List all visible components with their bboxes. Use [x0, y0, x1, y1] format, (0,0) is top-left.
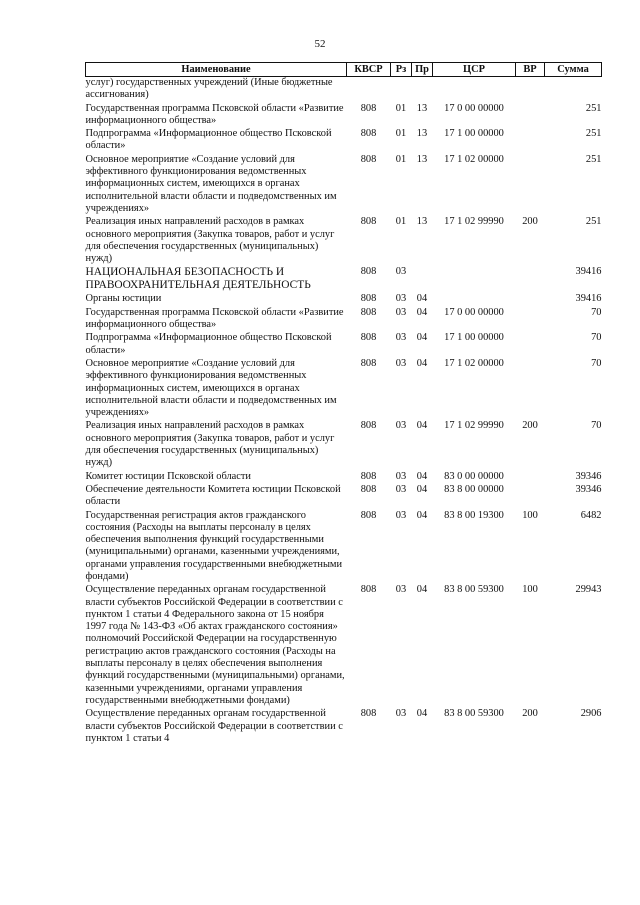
table-row: [86, 216, 602, 266]
cell-csr: 17 0 00 00000: [444, 306, 504, 318]
cell-csr: 17 1 02 99990: [444, 216, 504, 228]
cell-pr: 04: [416, 420, 428, 432]
cell-rz: 03: [395, 266, 407, 278]
cell-name: Государственная регистрация актов гражданского состояния (Расходы на выплаты персоналу в целях обеспечения выполнения функций государственными (муниципальными) органами, казенными учреждениями, органами управления государственными внебюджетными фондами): [85, 509, 343, 582]
table-row: [86, 128, 602, 154]
table-row: [86, 77, 602, 103]
cell-pr: [412, 77, 433, 103]
cell-vr: [516, 307, 545, 333]
cell-vr: 200: [522, 708, 538, 720]
cell-rz: 03: [395, 470, 407, 482]
cell-vr: [516, 471, 545, 484]
table-row: [86, 471, 602, 484]
cell-sum: 70: [591, 357, 602, 369]
cell-pr: 13: [416, 128, 428, 140]
cell-rz: 03: [395, 293, 407, 305]
cell-pr: [412, 266, 433, 293]
cell-pr: 04: [416, 357, 428, 369]
cell-pr: 04: [416, 470, 428, 482]
cell-vr: [516, 128, 545, 154]
cell-csr: 17 1 00 00000: [444, 332, 504, 344]
cell-kvsr: 808: [360, 293, 377, 305]
cell-rz: 03: [395, 306, 407, 318]
cell-kvsr: 808: [360, 420, 377, 432]
cell-rz: 03: [395, 483, 407, 495]
cell-rz: 03: [395, 509, 407, 521]
cell-kvsr: 808: [360, 708, 377, 720]
cell-pr: 04: [416, 332, 428, 344]
cell-kvsr: 808: [360, 266, 377, 278]
cell-csr: 83 8 00 59300: [444, 708, 504, 720]
cell-pr: 04: [416, 509, 428, 521]
cell-sum: 39346: [575, 470, 602, 482]
cell-name: Осуществление переданных органам государственной власти субъектов Российской Федерации в соответствии с пунктом 1 статьи 4: [85, 708, 343, 744]
table-row: [86, 510, 602, 585]
cell-pr: 13: [416, 216, 428, 228]
header-csr: ЦСР: [433, 63, 516, 77]
cell-pr: 04: [416, 483, 428, 495]
cell-name: услуг) государственных учреждений (Иные бюджетные ассигнования): [85, 77, 333, 101]
cell-kvsr: 808: [360, 216, 377, 228]
cell-rz: [391, 77, 412, 103]
cell-sum: [545, 77, 602, 103]
budget-table: [85, 62, 602, 746]
cell-pr: 04: [416, 708, 428, 720]
cell-rz: 01: [395, 128, 407, 140]
cell-sum: 2906: [580, 708, 602, 720]
cell-name: Государственная программа Псковской области «Развитие информационного общества»: [85, 102, 344, 126]
cell-sum: 39416: [575, 293, 602, 305]
cell-kvsr: 808: [360, 584, 377, 596]
cell-vr: 100: [522, 584, 538, 596]
cell-rz: 03: [395, 357, 407, 369]
cell-vr: [516, 266, 545, 293]
cell-name: Комитет юстиции Псковской области: [85, 470, 251, 482]
header-name: Наименование: [86, 63, 347, 77]
table-header: [86, 63, 602, 77]
cell-csr: [433, 266, 516, 293]
cell-pr: 13: [416, 102, 428, 114]
cell-csr: 83 8 00 59300: [444, 584, 504, 596]
cell-kvsr: 808: [360, 470, 377, 482]
cell-csr: [433, 293, 516, 306]
cell-csr: 17 0 00 00000: [444, 102, 504, 114]
cell-kvsr: 808: [360, 483, 377, 495]
cell-csr: 83 8 00 19300: [444, 509, 504, 521]
cell-sum: 29943: [575, 584, 602, 596]
cell-rz: 03: [395, 584, 407, 596]
header-kvsr: КВСР: [347, 63, 391, 77]
cell-name: Осуществление переданных органам государственной власти субъектов Российской Федерации в соответствии с пунктом 1 статьи 4 Федерального закона от 15 ноября 1997 года № 143-ФЗ «Об актах гражданского состояния» полномочий Российской Федерации на государственную регистрацию актов гражданского состояния (Расходы на выплаты персоналу в целях обеспечения выполнения функций государственными (муниципальными) органами, казенными учреждениями, органами управления государственными внебюджетными фондами): [85, 584, 345, 706]
cell-vr: [516, 103, 545, 129]
cell-kvsr: 808: [360, 153, 377, 165]
cell-vr: 200: [522, 216, 538, 228]
cell-vr: [516, 332, 545, 358]
table-row: [86, 708, 602, 746]
cell-vr: [516, 293, 545, 306]
cell-vr: [516, 154, 545, 216]
cell-sum: 251: [585, 216, 602, 228]
cell-name: Основное мероприятие «Создание условий для эффективного функционирования ведомственных информационных систем, имеющихся в органах исполнительной власти области и подведомственных им учреждениях»: [85, 153, 337, 214]
cell-sum: 251: [585, 153, 602, 165]
cell-pr: 04: [416, 584, 428, 596]
cell-name: Обеспечение деятельности Комитета юстиции Псковской области: [85, 483, 341, 508]
table-row: [86, 332, 602, 358]
cell-vr: [516, 77, 545, 103]
cell-csr: 17 1 00 00000: [444, 128, 504, 140]
cell-rz: 03: [395, 420, 407, 432]
cell-name: Основное мероприятие «Создание условий для эффективного функционирования ведомственных информационных систем, имеющихся в органах исполнительной власти области и подведомственных им учреждениях»: [85, 357, 337, 419]
cell-rz: 03: [395, 332, 407, 344]
cell-name: Реализация иных направлений расходов в рамках основного мероприятия (Закупка товаров, работ и услуг для обеспечения государственных (муниципальных) нужд): [85, 420, 335, 469]
table-row: [86, 266, 602, 293]
table-row: [86, 484, 602, 510]
cell-kvsr: 808: [360, 332, 377, 344]
cell-name: Реализация иных направлений расходов в рамках основного мероприятия (Закупка товаров, работ и услуг для обеспечения государственных (муниципальных) нужд): [85, 216, 335, 265]
table-row: [86, 307, 602, 333]
cell-sum: 39346: [575, 483, 602, 495]
cell-name: Подпрограмма «Информационное общество Псковской области»: [85, 128, 332, 152]
cell-csr: 17 1 02 00000: [444, 153, 504, 165]
cell-sum: 70: [591, 332, 602, 344]
cell-rz: 03: [395, 708, 407, 720]
cell-rz: 01: [395, 216, 407, 228]
table-row: [86, 584, 602, 708]
table-row: [86, 103, 602, 129]
cell-vr: 200: [522, 420, 538, 432]
cell-vr: [516, 358, 545, 420]
cell-kvsr: 808: [360, 357, 377, 369]
cell-csr: 17 1 02 99990: [444, 420, 504, 432]
cell-kvsr: 808: [360, 102, 377, 114]
cell-name: Органы юстиции: [85, 293, 162, 305]
cell-sum: 39416: [575, 266, 602, 278]
cell-csr: 83 8 00 00000: [444, 483, 504, 495]
cell-kvsr: [347, 77, 391, 103]
page-number: 52: [314, 38, 326, 50]
cell-sum: 251: [585, 128, 602, 140]
header-sum: Сумма: [545, 63, 602, 77]
cell-sum: 70: [591, 420, 602, 432]
cell-kvsr: 808: [360, 306, 377, 318]
cell-kvsr: 808: [360, 509, 377, 521]
cell-csr: 17 1 02 00000: [444, 357, 504, 369]
header-vr: ВР: [516, 63, 545, 77]
table-body: [86, 77, 602, 747]
cell-sum: 70: [591, 306, 602, 318]
cell-csr: [433, 77, 516, 103]
cell-sum: 6482: [580, 509, 602, 521]
cell-sum: 251: [585, 102, 602, 114]
cell-name: НАЦИОНАЛЬНАЯ БЕЗОПАСНОСТЬ И ПРАВООХРАНИТЕЛЬНАЯ ДЕЯТЕЛЬНОСТЬ: [85, 266, 311, 292]
cell-vr: 100: [522, 509, 538, 521]
cell-name: Подпрограмма «Информационное общество Псковской области»: [85, 332, 332, 356]
cell-rz: 01: [395, 102, 407, 114]
header-rz: Рз: [391, 63, 412, 77]
cell-pr: 04: [416, 293, 428, 305]
cell-kvsr: 808: [360, 128, 377, 140]
cell-rz: 01: [395, 153, 407, 165]
table-row: [86, 293, 602, 306]
cell-pr: 04: [416, 306, 428, 318]
cell-name: Государственная программа Псковской области «Развитие информационного общества»: [85, 306, 344, 331]
table-row: [86, 154, 602, 216]
cell-vr: [516, 484, 545, 510]
table-row: [86, 358, 602, 420]
cell-csr: 83 0 00 00000: [444, 470, 504, 482]
cell-pr: 13: [416, 153, 428, 165]
table-row: [86, 420, 602, 470]
header-pr: Пр: [412, 63, 433, 77]
